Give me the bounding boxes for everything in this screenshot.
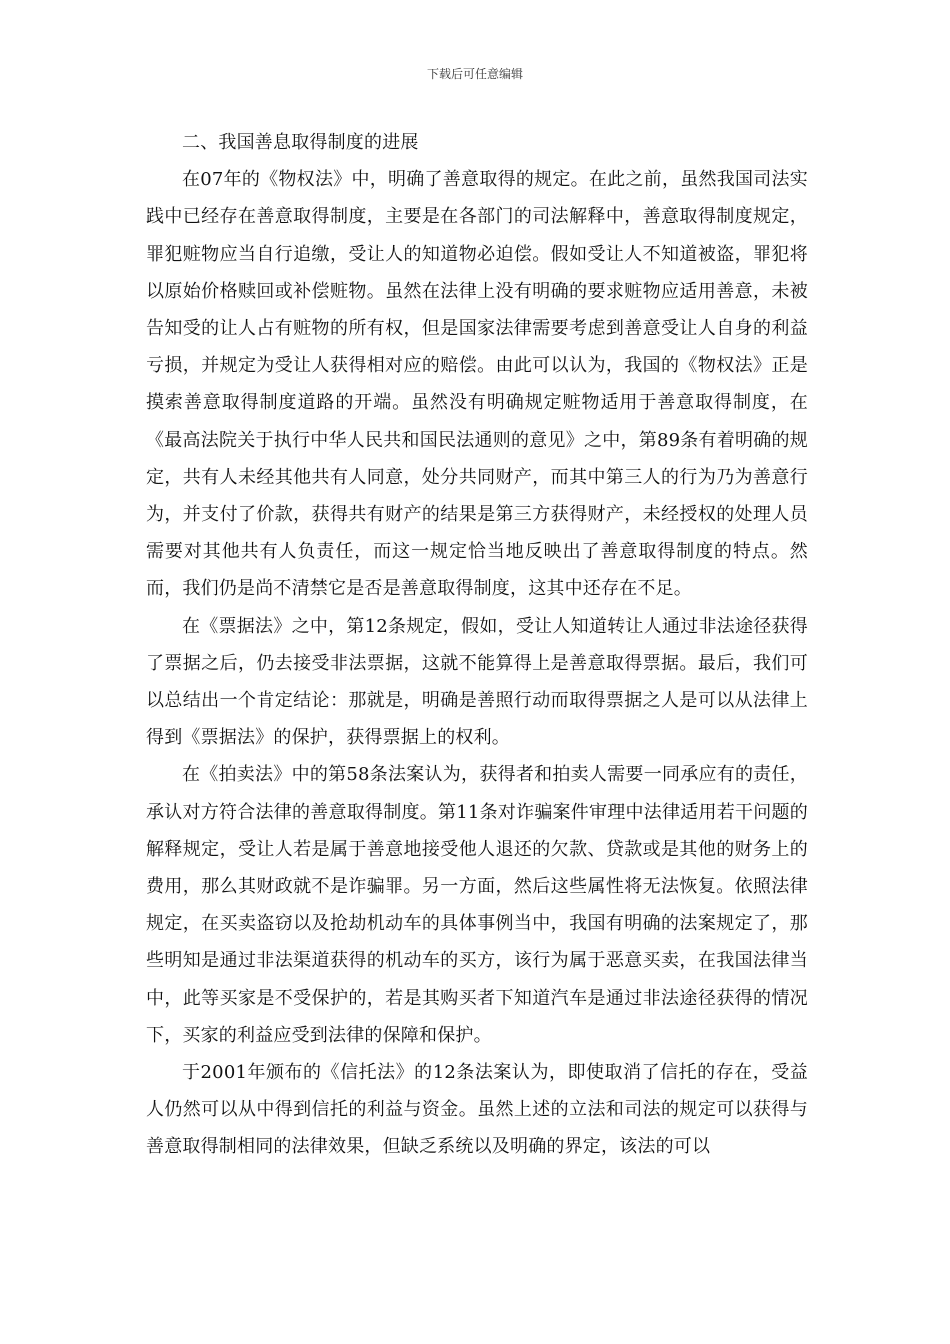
paragraph-negotiable-instruments-law: 在《票据法》之中，第12条规定，假如，受让人知道转让人通过非法途径获得了票据之后，仍去接受非法票据，这就不能算得上是善意取得票据。最后，我们可以总结出一个肯定结论：那就是，明确是善照行动而取得票据之人是可以从法律上得到《票据法》的保护，获得票据上的权利。	[146, 615, 808, 749]
document-body	[146, 124, 808, 1166]
page-header: 下载后可任意编辑	[426, 67, 523, 81]
section-heading: 二、我国善息取得制度的进展	[182, 132, 419, 153]
paragraph-auction-law: 在《拍卖法》中的第58条法案认为，获得者和拍卖人需要一同承应有的责任，承认对方符合法律的善意取得制度。第11条对诈骗案件审理中法律适用若干问题的解释规定，受让人若是属于善意地接受他人退还的欠款、贷款或是其他的财务上的费用，那么其财政就不是诈骗罪。另一方面，然后这些属性将无法恢复。依照法律规定，在买卖盗窃以及抢劫机动车的具体事例当中，我国有明确的法案规定了，那些明知是通过非法渠道获得的机动车的买方，该行为属于恶意买卖，在我国法律当中，此等买家是不受保护的，若是其购买者下知道汽车是通过非法途径获得的情况下，买家的利益应受到法律的保障和保护。	[146, 764, 808, 1046]
paragraph-trust-law: 于2001年颁布的《信托法》的12条法案认为，即使取消了信托的存在，受益人仍然可以从中得到信托的利益与资金。虽然上述的立法和司法的规定可以获得与善意取得制相同的法律效果，但缺乏系统以及明确的界定，该法的可以	[146, 1062, 808, 1158]
paragraph-property-law: 在07年的《物权法》中，明确了善意取得的规定。在此之前，虽然我国司法实践中已经存在善意取得制度，主要是在各部门的司法解释中，善意取得制度规定，罪犯赃物应当自行追缴，受让人的知道物必迫偿。假如受让人不知道被盗，罪犯将以原始价格赎回或补偿赃物。虽然在法律上没有明确的要求赃物应适用善意，未被告知受的让人占有赃物的所有权，但是国家法律需要考虑到善意受让人自身的利益亏损，并规定为受让人获得相对应的赔偿。由此可以认为，我国的《物权法》正是摸索善意取得制度道路的开端。虽然没有明确规定赃物适用于善意取得制度，在《最高法院关于执行中华人民共和国民法通则的意见》之中，第89条有着明确的规定，共有人未经其他共有人同意，处分共同财产，而其中第三人的行为乃为善意行为，并支付了价款，获得共有财产的结果是第三方获得财产，未经授权的处理人员需要对其他共有人负责任，而这一规定恰当地反映出了善意取得制度的特点。然而，我们仍是尚不清禁它是否是善意取得制度，这其中还存在不足。	[146, 169, 808, 600]
